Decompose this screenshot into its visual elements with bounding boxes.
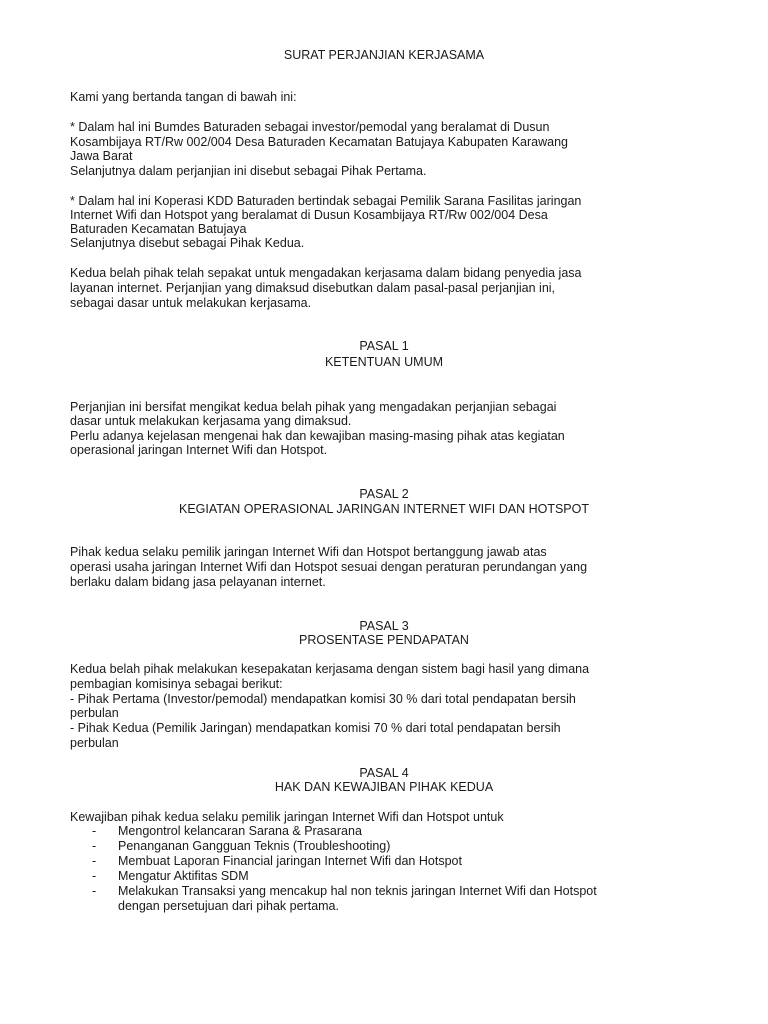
text-line: Kewajiban pihak kedua selaku pemilik jaringan Internet Wifi dan Hotspot untuk xyxy=(70,810,504,824)
list-item: Membuat Laporan Financial jaringan Internet Wifi dan Hotspot xyxy=(118,854,462,868)
text-line: Internet Wifi dan Hotspot yang beralamat di Dusun Kosambijaya RT/Rw 002/004 Desa xyxy=(70,208,548,222)
text-line: layanan internet. Perjanjian yang dimaksud disebutkan dalam pasal-pasal perjanjian ini, xyxy=(70,281,556,295)
text-line: operasi usaha jaringan Internet Wifi dan Hotspot sesuai dengan peraturan perundangan yang xyxy=(70,560,588,574)
pasal-number: PASAL 3 xyxy=(359,619,409,633)
intro-text: Kami yang bertanda tangan di bawah ini: xyxy=(70,90,297,104)
list-item: Mengontrol kelancaran Sarana & Prasarana xyxy=(118,824,362,838)
text-line: - Pihak Kedua (Pemilik Jaringan) mendapatkan komisi 70 % dari total pendapatan bersih xyxy=(70,721,561,735)
text-line: pembagian komisinya sebagai berikut: xyxy=(70,677,283,691)
text-line: Kosambijaya RT/Rw 002/004 Desa Baturaden Kecamatan Batujaya Kabupaten Karawang xyxy=(70,135,568,149)
text-line: * Dalam hal ini Bumdes Baturaden sebagai investor/pemodal yang beralamat di Dusun xyxy=(70,120,550,134)
list-item-continuation: dengan persetujuan dari pihak pertama. xyxy=(118,899,339,913)
bullet-dash: - xyxy=(92,869,97,883)
text-line: Kedua belah pihak telah sepakat untuk mengadakan kerjasama dalam bidang penyedia jasa xyxy=(70,266,582,280)
text-line: - Pihak Pertama (Investor/pemodal) mendapatkan komisi 30 % dari total pendapatan bersih xyxy=(70,692,576,706)
text-line: perbulan xyxy=(70,706,119,720)
text-line: Perlu adanya kejelasan mengenai hak dan kewajiban masing-masing pihak atas kegiatan xyxy=(70,429,565,443)
text-line: Jawa Barat xyxy=(70,149,133,163)
text-line: sebagai dasar untuk melakukan kerjasama. xyxy=(70,296,312,310)
text-line: berlaku dalam bidang jasa pelayanan internet. xyxy=(70,575,326,589)
text-line: dasar untuk melakukan kerjasama yang dimaksud. xyxy=(70,414,352,428)
pasal-number: PASAL 2 xyxy=(359,487,409,501)
text-line: perbulan xyxy=(70,736,119,750)
bullet-dash: - xyxy=(92,839,97,853)
pasal-number: PASAL 1 xyxy=(359,339,409,353)
text-line: Kedua belah pihak melakukan kesepakatan kerjasama dengan sistem bagi hasil yang dimana xyxy=(70,662,590,676)
document-title: SURAT PERJANJIAN KERJASAMA xyxy=(283,48,485,62)
text-line: Selanjutnya disebut sebagai Pihak Kedua. xyxy=(70,236,305,250)
pasal-heading: HAK DAN KEWAJIBAN PIHAK KEDUA xyxy=(274,780,494,794)
text-line: Pihak kedua selaku pemilik jaringan Internet Wifi dan Hotspot bertanggung jawab atas xyxy=(70,545,547,559)
list-item: Mengatur Aktifitas SDM xyxy=(118,869,249,883)
bullet-dash: - xyxy=(92,824,97,838)
bullet-dash: - xyxy=(92,884,97,898)
bullet-dash: - xyxy=(92,854,97,868)
text-line: Selanjutnya dalam perjanjian ini disebut sebagai Pihak Pertama. xyxy=(70,164,427,178)
pasal-heading: PROSENTASE PENDAPATAN xyxy=(299,633,469,647)
text-line: operasional jaringan Internet Wifi dan Hotspot. xyxy=(70,443,328,457)
list-item: Penanganan Gangguan Teknis (Troubleshooting) xyxy=(118,839,391,853)
list-item: Melakukan Transaksi yang mencakup hal non teknis jaringan Internet Wifi dan Hotspot xyxy=(118,884,597,898)
text-line: Baturaden Kecamatan Batujaya xyxy=(70,222,247,236)
pasal-heading: KEGIATAN OPERASIONAL JARINGAN INTERNET WIFI DAN HOTSPOT xyxy=(178,502,589,516)
text-line: * Dalam hal ini Koperasi KDD Baturaden bertindak sebagai Pemilik Sarana Fasilitas jaringan xyxy=(70,194,582,208)
text-line: Perjanjian ini bersifat mengikat kedua belah pihak yang mengadakan perjanjian sebagai xyxy=(70,400,557,414)
pasal-number: PASAL 4 xyxy=(359,766,409,780)
pasal-heading: KETENTUAN UMUM xyxy=(324,355,444,369)
